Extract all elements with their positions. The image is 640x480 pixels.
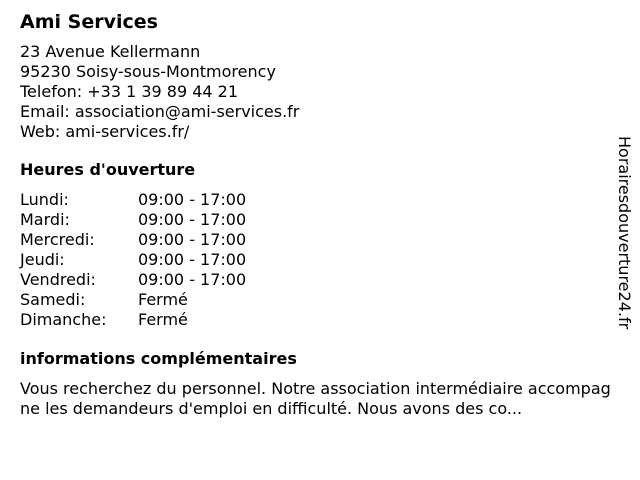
web-line: Web: ami-services.fr/ <box>20 122 190 141</box>
hours-day: Dimanche: <box>20 310 107 329</box>
hours-day: Jeudi: <box>20 250 65 269</box>
hours-day: Samedi: <box>20 290 86 309</box>
hours-time: 09:00 - 17:00 <box>138 270 247 289</box>
email-line: Email: association@ami-services.fr <box>20 102 300 121</box>
hours-day: Lundi: <box>20 190 69 209</box>
business-name: Ami Services <box>20 11 158 33</box>
watermark <box>612 136 636 366</box>
hours-time: Fermé <box>138 290 188 309</box>
address-city: 95230 Soisy-sous-Montmorency <box>20 62 276 81</box>
hours-time: Fermé <box>138 310 188 329</box>
hours-row <box>20 190 616 210</box>
phone-line: Telefon: +33 1 39 89 44 21 <box>20 82 239 101</box>
hours-row <box>20 230 616 250</box>
info-heading: informations complémentaires <box>20 349 297 368</box>
hours-day: Mardi: <box>20 210 70 229</box>
info-text: Vous recherchez du personnel. Notre association intermédiaire accompagne les demandeurs d'emploi en difficulté. Nous avons des co... <box>20 379 611 418</box>
address-block <box>20 42 616 142</box>
hours-day: Vendredi: <box>20 270 96 289</box>
watermark-text: Horairesdouverture24.fr <box>615 136 634 330</box>
hours-time: 09:00 - 17:00 <box>138 250 247 269</box>
hours-table <box>20 190 616 330</box>
hours-row <box>20 310 616 330</box>
hours-time: 09:00 - 17:00 <box>138 230 247 249</box>
hours-row <box>20 210 616 230</box>
address-street: 23 Avenue Kellermann <box>20 42 201 61</box>
hours-row <box>20 250 616 270</box>
business-card <box>20 10 616 419</box>
hours-time: 09:00 - 17:00 <box>138 210 247 229</box>
hours-time: 09:00 - 17:00 <box>138 190 247 209</box>
hours-heading: Heures d'ouverture <box>20 160 196 179</box>
hours-row <box>20 270 616 290</box>
hours-day: Mercredi: <box>20 230 95 249</box>
hours-row <box>20 290 616 310</box>
